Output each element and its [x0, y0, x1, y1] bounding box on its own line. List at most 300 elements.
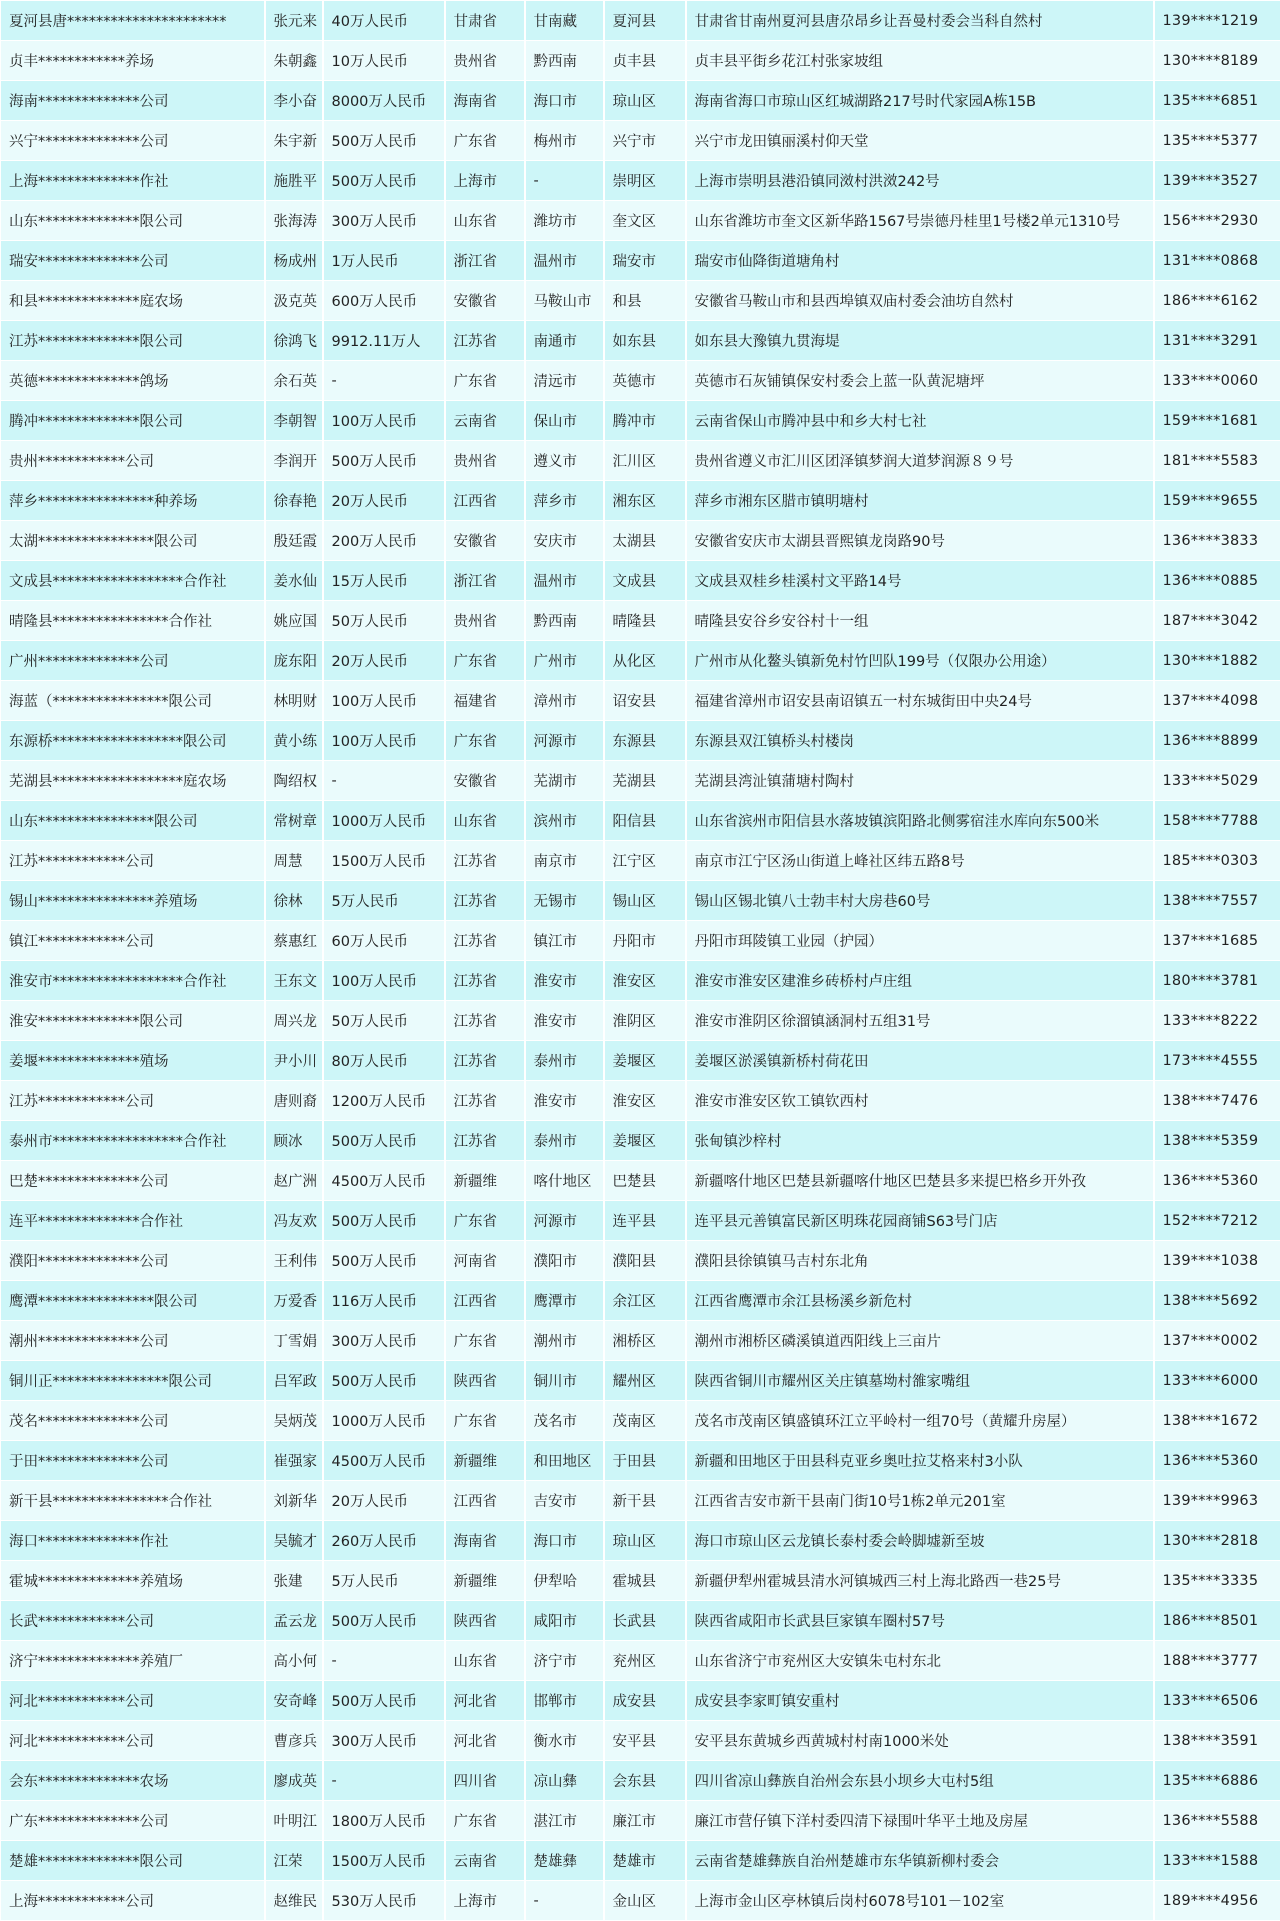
province-cell: 贵州省 — [445, 41, 525, 81]
city-cell: 凉山彝 — [525, 1761, 604, 1801]
province-cell: 上海市 — [445, 161, 525, 201]
legal-rep-cell: 周慧 — [265, 841, 323, 881]
phone-cell: 159****9655 — [1154, 481, 1280, 521]
city-cell: 潍坊市 — [525, 201, 604, 241]
address-cell: 贞丰县平街乡花江村张家坡组 — [686, 41, 1154, 81]
legal-rep-cell: 陶绍权 — [265, 761, 323, 801]
address-cell: 安徽省安庆市太湖县晋熙镇龙岗路90号 — [686, 521, 1154, 561]
registered-capital-cell: 500万人民币 — [323, 1201, 445, 1241]
company-name-cell: 镇江************公司 — [1, 921, 265, 961]
company-name-cell: 海南**************公司 — [1, 81, 265, 121]
district-cell: 兖州区 — [604, 1641, 686, 1681]
district-cell: 琼山区 — [604, 81, 686, 121]
table-row — [1, 201, 1280, 241]
city-cell: 滨州市 — [525, 801, 604, 841]
address-cell: 新疆喀什地区巴楚县新疆喀什地区巴楚县多来提巴格乡开外孜 — [686, 1161, 1154, 1201]
address-cell: 江西省鹰潭市余江县杨溪乡新危村 — [686, 1281, 1154, 1321]
address-cell: 濮阳县徐镇镇马吉村东北角 — [686, 1241, 1154, 1281]
district-cell: 湘东区 — [604, 481, 686, 521]
district-cell: 巴楚县 — [604, 1161, 686, 1201]
table-row — [1, 1681, 1280, 1721]
company-name-cell: 夏河县唐********************** — [1, 1, 265, 41]
table-row — [1, 1001, 1280, 1041]
province-cell: 广东省 — [445, 1401, 525, 1441]
company-name-cell: 濮阳**************公司 — [1, 1241, 265, 1281]
city-cell: 泰州市 — [525, 1041, 604, 1081]
address-cell: 茂名市茂南区镇盛镇环江立平岭村一组70号（黄耀升房屋） — [686, 1401, 1154, 1441]
district-cell: 晴隆县 — [604, 601, 686, 641]
province-cell: 安徽省 — [445, 281, 525, 321]
district-cell: 长武县 — [604, 1601, 686, 1641]
table-row — [1, 1601, 1280, 1641]
table-row — [1, 1041, 1280, 1081]
province-cell: 广东省 — [445, 1201, 525, 1241]
district-cell: 丹阳市 — [604, 921, 686, 961]
registered-capital-cell: 300万人民币 — [323, 201, 445, 241]
legal-rep-cell: 尹小川 — [265, 1041, 323, 1081]
table-row — [1, 1561, 1280, 1601]
registered-capital-cell: 100万人民币 — [323, 681, 445, 721]
company-name-cell: 河北************公司 — [1, 1681, 265, 1721]
legal-rep-cell: 冯友欢 — [265, 1201, 323, 1241]
city-cell: 芜湖市 — [525, 761, 604, 801]
company-name-cell: 淮安**************限公司 — [1, 1001, 265, 1041]
table-row — [1, 961, 1280, 1001]
company-name-cell: 萍乡****************种养场 — [1, 481, 265, 521]
city-cell: 安庆市 — [525, 521, 604, 561]
table-row — [1, 401, 1280, 441]
district-cell: 阳信县 — [604, 801, 686, 841]
district-cell: 江宁区 — [604, 841, 686, 881]
legal-rep-cell: 吴毓才 — [265, 1521, 323, 1561]
phone-cell: 159****1681 — [1154, 401, 1280, 441]
company-name-cell: 江苏************公司 — [1, 841, 265, 881]
table-row — [1, 681, 1280, 721]
company-name-cell: 海蓝（****************限公司 — [1, 681, 265, 721]
phone-cell: 137****1685 — [1154, 921, 1280, 961]
table-row — [1, 81, 1280, 121]
address-cell: 晴隆县安谷乡安谷村十一组 — [686, 601, 1154, 641]
address-cell: 潮州市湘桥区磷溪镇道西阳线上三亩片 — [686, 1321, 1154, 1361]
address-cell: 成安县李家町镇安重村 — [686, 1681, 1154, 1721]
phone-cell: 158****7788 — [1154, 801, 1280, 841]
phone-cell: 135****5377 — [1154, 121, 1280, 161]
city-cell: 清远市 — [525, 361, 604, 401]
phone-cell: 139****1038 — [1154, 1241, 1280, 1281]
table-body — [1, 1, 1280, 1921]
address-cell: 上海市崇明县港沿镇同滧村洪滧242号 — [686, 161, 1154, 201]
province-cell: 广东省 — [445, 361, 525, 401]
province-cell: 浙江省 — [445, 241, 525, 281]
address-cell: 淮安市淮安区建淮乡砖桥村卢庄组 — [686, 961, 1154, 1001]
phone-cell: 135****6851 — [1154, 81, 1280, 121]
company-name-cell: 海口**************作社 — [1, 1521, 265, 1561]
address-cell: 云南省保山市腾冲县中和乡大村七社 — [686, 401, 1154, 441]
phone-cell: 138****7557 — [1154, 881, 1280, 921]
province-cell: 江西省 — [445, 481, 525, 521]
city-cell: 镇江市 — [525, 921, 604, 961]
registered-capital-cell: 300万人民币 — [323, 1721, 445, 1761]
district-cell: 廉江市 — [604, 1801, 686, 1841]
table-row — [1, 1761, 1280, 1801]
registered-capital-cell: 600万人民币 — [323, 281, 445, 321]
company-name-cell: 淮安市******************合作社 — [1, 961, 265, 1001]
registered-capital-cell: 50万人民币 — [323, 601, 445, 641]
address-cell: 山东省潍坊市奎文区新华路1567号崇德丹桂里1号楼2单元1310号 — [686, 201, 1154, 241]
province-cell: 广东省 — [445, 121, 525, 161]
registered-capital-cell: 4500万人民币 — [323, 1161, 445, 1201]
legal-rep-cell: 李润开 — [265, 441, 323, 481]
address-cell: 姜堰区淤溪镇新桥村荷花田 — [686, 1041, 1154, 1081]
phone-cell: 189****4956 — [1154, 1881, 1280, 1921]
district-cell: 汇川区 — [604, 441, 686, 481]
address-cell: 连平县元善镇富民新区明珠花园商铺S63号门店 — [686, 1201, 1154, 1241]
registered-capital-cell: - — [323, 1761, 445, 1801]
province-cell: 广东省 — [445, 1801, 525, 1841]
address-cell: 甘肃省甘南州夏河县唐尕昂乡让吾曼村委会当科自然村 — [686, 1, 1154, 41]
phone-cell: 139****3527 — [1154, 161, 1280, 201]
district-cell: 会东县 — [604, 1761, 686, 1801]
address-cell: 廉江市营仔镇下洋村委四清下禄围叶华平土地及房屋 — [686, 1801, 1154, 1841]
province-cell: 江苏省 — [445, 881, 525, 921]
company-name-cell: 贵州************公司 — [1, 441, 265, 481]
city-cell: 黔西南 — [525, 601, 604, 641]
table-row — [1, 761, 1280, 801]
registered-capital-cell: 200万人民币 — [323, 521, 445, 561]
company-name-cell: 腾冲**************限公司 — [1, 401, 265, 441]
table-row — [1, 1321, 1280, 1361]
city-cell: 海口市 — [525, 1521, 604, 1561]
province-cell: 陕西省 — [445, 1601, 525, 1641]
city-cell: 吉安市 — [525, 1481, 604, 1521]
district-cell: 淮阴区 — [604, 1001, 686, 1041]
province-cell: 陕西省 — [445, 1361, 525, 1401]
table-row — [1, 1081, 1280, 1121]
registered-capital-cell: 500万人民币 — [323, 441, 445, 481]
legal-rep-cell: 王东文 — [265, 961, 323, 1001]
district-cell: 姜堰区 — [604, 1121, 686, 1161]
address-cell: 云南省楚雄彝族自治州楚雄市东华镇新柳村委会 — [686, 1841, 1154, 1881]
province-cell: 浙江省 — [445, 561, 525, 601]
legal-rep-cell: 江荣 — [265, 1841, 323, 1881]
district-cell: 诏安县 — [604, 681, 686, 721]
province-cell: 广东省 — [445, 641, 525, 681]
table-row — [1, 521, 1280, 561]
address-cell: 海南省海口市琼山区红城湖路217号时代家园A栋15B — [686, 81, 1154, 121]
phone-cell: 138****1672 — [1154, 1401, 1280, 1441]
city-cell: 淮安市 — [525, 961, 604, 1001]
legal-rep-cell: 李小奋 — [265, 81, 323, 121]
province-cell: 安徽省 — [445, 521, 525, 561]
city-cell: 淮安市 — [525, 1081, 604, 1121]
table-row — [1, 481, 1280, 521]
province-cell: 福建省 — [445, 681, 525, 721]
province-cell: 广东省 — [445, 721, 525, 761]
phone-cell: 133****6506 — [1154, 1681, 1280, 1721]
legal-rep-cell: 张海涛 — [265, 201, 323, 241]
company-name-cell: 霍城**************养殖场 — [1, 1561, 265, 1601]
district-cell: 连平县 — [604, 1201, 686, 1241]
phone-cell: 138****7476 — [1154, 1081, 1280, 1121]
phone-cell: 138****5692 — [1154, 1281, 1280, 1321]
legal-rep-cell: 施胜平 — [265, 161, 323, 201]
legal-rep-cell: 叶明江 — [265, 1801, 323, 1841]
legal-rep-cell: 安奇峰 — [265, 1681, 323, 1721]
company-name-cell: 山东**************限公司 — [1, 201, 265, 241]
district-cell: 贞丰县 — [604, 41, 686, 81]
city-cell: 铜川市 — [525, 1361, 604, 1401]
company-name-cell: 巴楚**************公司 — [1, 1161, 265, 1201]
address-cell: 陕西省咸阳市长武县巨家镇车圈村57号 — [686, 1601, 1154, 1641]
company-name-cell: 瑞安**************公司 — [1, 241, 265, 281]
registered-capital-cell: 9912.11万人 — [323, 321, 445, 361]
registered-capital-cell: 300万人民币 — [323, 1321, 445, 1361]
province-cell: 江苏省 — [445, 321, 525, 361]
province-cell: 贵州省 — [445, 601, 525, 641]
city-cell: 河源市 — [525, 1201, 604, 1241]
legal-rep-cell: 唐则裔 — [265, 1081, 323, 1121]
phone-cell: 135****6886 — [1154, 1761, 1280, 1801]
legal-rep-cell: 吴炳茂 — [265, 1401, 323, 1441]
phone-cell: 138****5359 — [1154, 1121, 1280, 1161]
phone-cell: 180****3781 — [1154, 961, 1280, 1001]
table-row — [1, 121, 1280, 161]
district-cell: 湘桥区 — [604, 1321, 686, 1361]
registered-capital-cell: 1200万人民币 — [323, 1081, 445, 1121]
district-cell: 余江区 — [604, 1281, 686, 1321]
legal-rep-cell: 孟云龙 — [265, 1601, 323, 1641]
city-cell: 湛江市 — [525, 1801, 604, 1841]
province-cell: 新疆维 — [445, 1161, 525, 1201]
address-cell: 四川省凉山彝族自治州会东县小坝乡大屯村5组 — [686, 1761, 1154, 1801]
address-cell: 江西省吉安市新干县南门街10号1栋2单元201室 — [686, 1481, 1154, 1521]
registered-capital-cell: 500万人民币 — [323, 1361, 445, 1401]
address-cell: 山东省济宁市兖州区大安镇朱屯村东北 — [686, 1641, 1154, 1681]
district-cell: 太湖县 — [604, 521, 686, 561]
city-cell: 伊犁哈 — [525, 1561, 604, 1601]
district-cell: 瑞安市 — [604, 241, 686, 281]
city-cell: 温州市 — [525, 561, 604, 601]
city-cell: 泰州市 — [525, 1121, 604, 1161]
city-cell: 漳州市 — [525, 681, 604, 721]
city-cell: 南京市 — [525, 841, 604, 881]
table-row — [1, 1121, 1280, 1161]
phone-cell: 136****0885 — [1154, 561, 1280, 601]
company-name-cell: 兴宁**************公司 — [1, 121, 265, 161]
legal-rep-cell: 姚应国 — [265, 601, 323, 641]
legal-rep-cell: 杨成州 — [265, 241, 323, 281]
legal-rep-cell: 顾冰 — [265, 1121, 323, 1161]
table-row — [1, 801, 1280, 841]
province-cell: 山东省 — [445, 201, 525, 241]
district-cell: 淮安区 — [604, 1081, 686, 1121]
address-cell: 贵州省遵义市汇川区团泽镇梦润大道梦润源８９号 — [686, 441, 1154, 481]
company-name-cell: 江苏**************限公司 — [1, 321, 265, 361]
district-cell: 琼山区 — [604, 1521, 686, 1561]
district-cell: 从化区 — [604, 641, 686, 681]
province-cell: 河北省 — [445, 1681, 525, 1721]
address-cell: 淮安市淮阴区徐溜镇涵洞村五组31号 — [686, 1001, 1154, 1041]
company-name-cell: 茂名**************公司 — [1, 1401, 265, 1441]
company-name-cell: 芜湖县******************庭农场 — [1, 761, 265, 801]
legal-rep-cell: 李朝智 — [265, 401, 323, 441]
district-cell: 耀州区 — [604, 1361, 686, 1401]
company-name-cell: 连平**************合作社 — [1, 1201, 265, 1241]
registered-capital-cell: 260万人民币 — [323, 1521, 445, 1561]
district-cell: 芜湖县 — [604, 761, 686, 801]
table-row — [1, 721, 1280, 761]
province-cell: 山东省 — [445, 801, 525, 841]
registered-capital-cell: 40万人民币 — [323, 1, 445, 41]
province-cell: 安徽省 — [445, 761, 525, 801]
phone-cell: 130****1882 — [1154, 641, 1280, 681]
company-name-cell: 上海************公司 — [1, 1881, 265, 1921]
registered-capital-cell: 530万人民币 — [323, 1881, 445, 1921]
address-cell: 山东省滨州市阳信县水落坡镇滨阳路北侧雾宿洼水库向东500米 — [686, 801, 1154, 841]
table-row — [1, 1441, 1280, 1481]
address-cell: 安平县东黄城乡西黄城村村南1000米处 — [686, 1721, 1154, 1761]
city-cell: 南通市 — [525, 321, 604, 361]
district-cell: 锡山区 — [604, 881, 686, 921]
district-cell: 奎文区 — [604, 201, 686, 241]
phone-cell: 130****2818 — [1154, 1521, 1280, 1561]
province-cell: 江苏省 — [445, 961, 525, 1001]
table-row — [1, 1481, 1280, 1521]
district-cell: 成安县 — [604, 1681, 686, 1721]
province-cell: 河北省 — [445, 1721, 525, 1761]
district-cell: 夏河县 — [604, 1, 686, 41]
province-cell: 江苏省 — [445, 1001, 525, 1041]
registered-capital-cell: - — [323, 1641, 445, 1681]
district-cell: 濮阳县 — [604, 1241, 686, 1281]
address-cell: 淮安市淮安区钦工镇钦西村 — [686, 1081, 1154, 1121]
phone-cell: 181****5583 — [1154, 441, 1280, 481]
city-cell: 鹰潭市 — [525, 1281, 604, 1321]
company-name-cell: 山东****************限公司 — [1, 801, 265, 841]
registered-capital-cell: 8000万人民币 — [323, 81, 445, 121]
legal-rep-cell: 王利伟 — [265, 1241, 323, 1281]
registered-capital-cell: 500万人民币 — [323, 1121, 445, 1161]
phone-cell: 185****0303 — [1154, 841, 1280, 881]
province-cell: 云南省 — [445, 401, 525, 441]
company-name-cell: 太湖****************限公司 — [1, 521, 265, 561]
phone-cell: 187****3042 — [1154, 601, 1280, 641]
phone-cell: 186****6162 — [1154, 281, 1280, 321]
city-cell: - — [525, 161, 604, 201]
registered-capital-cell: 20万人民币 — [323, 481, 445, 521]
legal-rep-cell: 张元来 — [265, 1, 323, 41]
phone-cell: 136****3833 — [1154, 521, 1280, 561]
company-name-cell: 东源桥******************限公司 — [1, 721, 265, 761]
city-cell: 甘南藏 — [525, 1, 604, 41]
legal-rep-cell: 徐春艳 — [265, 481, 323, 521]
legal-rep-cell: 殷廷霞 — [265, 521, 323, 561]
legal-rep-cell: 常树章 — [265, 801, 323, 841]
legal-rep-cell: 姜水仙 — [265, 561, 323, 601]
table-row — [1, 321, 1280, 361]
table-row — [1, 41, 1280, 81]
company-name-cell: 贞丰************养场 — [1, 41, 265, 81]
table-row — [1, 1201, 1280, 1241]
province-cell: 江西省 — [445, 1481, 525, 1521]
table-row — [1, 361, 1280, 401]
registered-capital-cell: 1800万人民币 — [323, 1801, 445, 1841]
phone-cell: 186****8501 — [1154, 1601, 1280, 1641]
registered-capital-cell: 20万人民币 — [323, 1481, 445, 1521]
registered-capital-cell: 100万人民币 — [323, 401, 445, 441]
city-cell: 萍乡市 — [525, 481, 604, 521]
phone-cell: 133****1588 — [1154, 1841, 1280, 1881]
district-cell: 崇明区 — [604, 161, 686, 201]
address-cell: 张甸镇沙梓村 — [686, 1121, 1154, 1161]
address-cell: 文成县双桂乡桂溪村文平路14号 — [686, 561, 1154, 601]
district-cell: 文成县 — [604, 561, 686, 601]
registered-capital-cell: 500万人民币 — [323, 1681, 445, 1721]
legal-rep-cell: 廖成英 — [265, 1761, 323, 1801]
company-name-cell: 锡山****************养殖场 — [1, 881, 265, 921]
address-cell: 海口市琼山区云龙镇长泰村委会岭脚墟新至坡 — [686, 1521, 1154, 1561]
registered-capital-cell: 116万人民币 — [323, 1281, 445, 1321]
table-row — [1, 1361, 1280, 1401]
registered-capital-cell: 50万人民币 — [323, 1001, 445, 1041]
province-cell: 广东省 — [445, 1321, 525, 1361]
legal-rep-cell: 徐鸿飞 — [265, 321, 323, 361]
table-row — [1, 1841, 1280, 1881]
province-cell: 云南省 — [445, 1841, 525, 1881]
registered-capital-cell: 15万人民币 — [323, 561, 445, 601]
registered-capital-cell: 1500万人民币 — [323, 1841, 445, 1881]
phone-cell: 133****6000 — [1154, 1361, 1280, 1401]
legal-rep-cell: 朱宇新 — [265, 121, 323, 161]
province-cell: 海南省 — [445, 1521, 525, 1561]
legal-rep-cell: 丁雪娟 — [265, 1321, 323, 1361]
registered-capital-cell: 500万人民币 — [323, 1241, 445, 1281]
legal-rep-cell: 林明财 — [265, 681, 323, 721]
registered-capital-cell: 1000万人民币 — [323, 801, 445, 841]
company-name-cell: 上海**************作社 — [1, 161, 265, 201]
district-cell: 霍城县 — [604, 1561, 686, 1601]
city-cell: 楚雄彝 — [525, 1841, 604, 1881]
phone-cell: 188****3777 — [1154, 1641, 1280, 1681]
phone-cell: 131****0868 — [1154, 241, 1280, 281]
company-name-cell: 鹰潭****************限公司 — [1, 1281, 265, 1321]
table-row — [1, 161, 1280, 201]
province-cell: 上海市 — [445, 1881, 525, 1921]
district-cell: 如东县 — [604, 321, 686, 361]
registered-capital-cell: 100万人民币 — [323, 961, 445, 1001]
legal-rep-cell: 曹彦兵 — [265, 1721, 323, 1761]
city-cell: 濮阳市 — [525, 1241, 604, 1281]
phone-cell: 137****4098 — [1154, 681, 1280, 721]
phone-cell: 136****5360 — [1154, 1441, 1280, 1481]
province-cell: 江苏省 — [445, 1041, 525, 1081]
phone-cell: 133****8222 — [1154, 1001, 1280, 1041]
province-cell: 四川省 — [445, 1761, 525, 1801]
district-cell: 楚雄市 — [604, 1841, 686, 1881]
company-name-cell: 晴隆县****************合作社 — [1, 601, 265, 641]
company-name-cell: 姜堰**************殖场 — [1, 1041, 265, 1081]
city-cell: 衡水市 — [525, 1721, 604, 1761]
city-cell: 河源市 — [525, 721, 604, 761]
address-cell: 南京市江宁区汤山街道上峰社区纬五路8号 — [686, 841, 1154, 881]
legal-rep-cell: 朱朝鑫 — [265, 41, 323, 81]
phone-cell: 130****8189 — [1154, 41, 1280, 81]
company-name-cell: 铜川正****************限公司 — [1, 1361, 265, 1401]
registered-capital-cell: - — [323, 761, 445, 801]
company-name-cell: 潮州**************公司 — [1, 1321, 265, 1361]
city-cell: 喀什地区 — [525, 1161, 604, 1201]
table-row — [1, 1721, 1280, 1761]
